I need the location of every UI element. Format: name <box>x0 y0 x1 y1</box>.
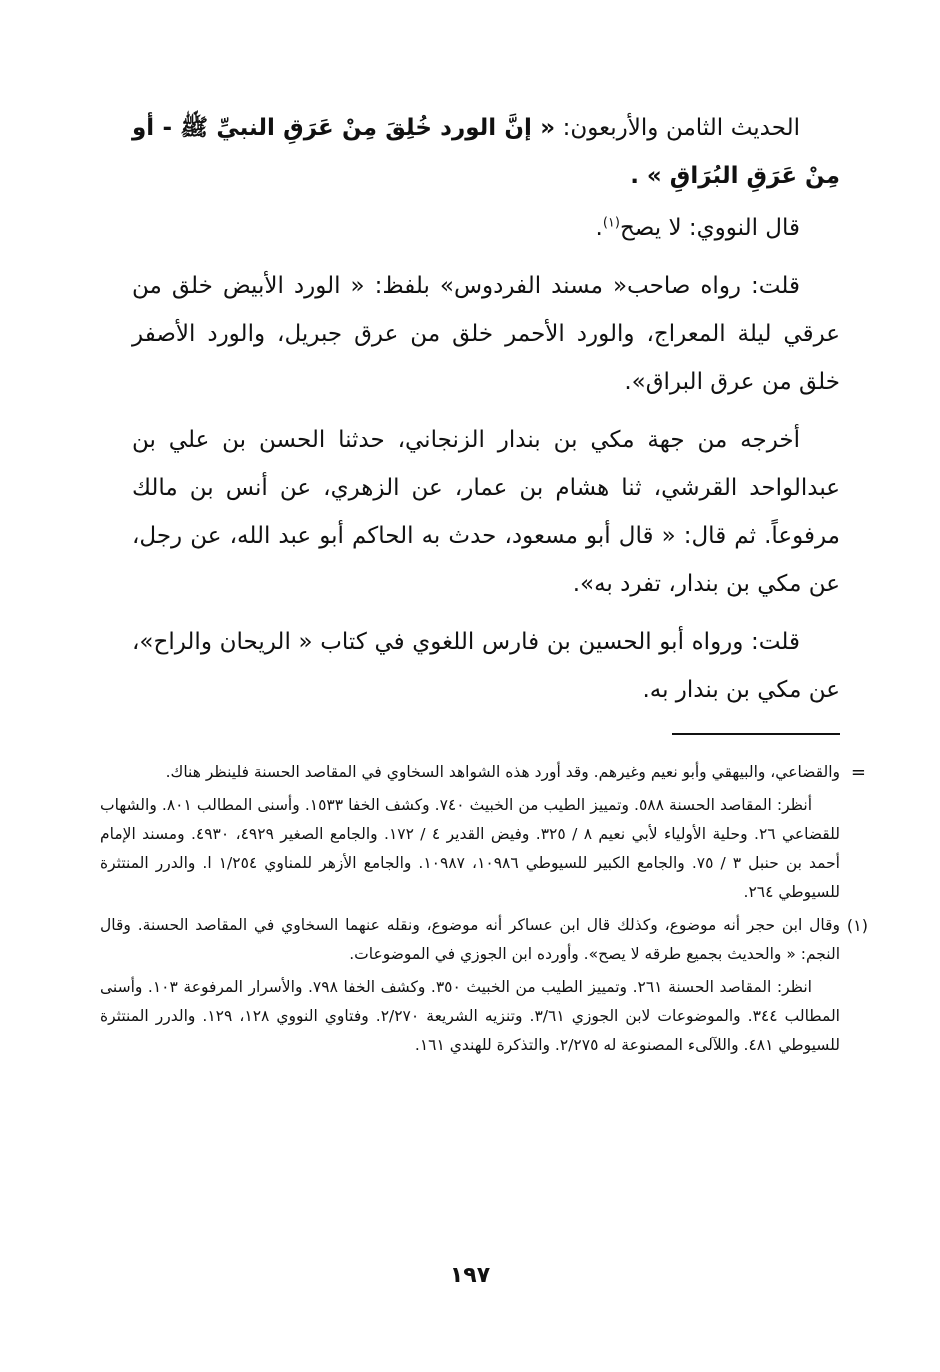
nawawi-paragraph <box>132 204 840 252</box>
continuation-text: والقضاعي، والبيهقي وأبو نعيم وغيرهم. وقد أورد هذه الشواهد السخاوي في المقاصد الحسنة فلينظر هناك. <box>165 763 840 781</box>
footnote-continuation-sources <box>100 791 840 907</box>
paragraph-qultu-1 <box>132 262 840 406</box>
footnote-1-marker: (١) <box>846 916 868 935</box>
main-text <box>132 104 840 724</box>
page-number: ١٩٧ <box>449 1263 491 1288</box>
footnotes <box>100 758 868 1064</box>
hadith-paragraph <box>132 104 840 200</box>
nawawi-saying: قال النووي: لا يصح <box>619 215 800 241</box>
paragraph-qultu-2-text: قلت: ورواه أبو الحسين بن فارس اللغوي في كتاب « الريحان والراح»، عن مكي بن بندار به. <box>132 629 840 703</box>
paragraph-qultu-1-text: قلت: رواه صاحب« مسند الفردوس» بلفظ: « الورد الأبيض خلق من عرقي ليلة المعراج، والورد الأحمر خلق من عرق جبريل، والورد الأصفر خلق من عرق البراق». <box>132 273 840 395</box>
continuation-marker: = <box>850 762 866 783</box>
footnote-1-text: وقال ابن حجر أنه موضوع، وكذلك قال ابن عساكر أنه موضوع، ونقله عنهما السخاوي في المقاصد الحسنة. وقال النجم: « والحديث بجميع طرقه لا يصح». وأورده ابن الجوزي في الموضوعات. <box>100 916 840 963</box>
hadith-text: « إنَّ الورد خُلِقَ مِنْ عَرَقِ النبيِّ ﷺ - أو مِنْ عَرَقِ البُرَاقِ » . <box>132 115 840 189</box>
paragraph-qultu-2 <box>132 618 840 714</box>
footnote-1-sources-text: انظر: المقاصد الحسنة ٢٦١. وتمييز الطيب من الخبيث ٣٥٠. وكشف الخفا ٧٩٨. والأسرار المرفوعة ١٠٣. وأسنى المطالب ٣٤٤. والموضوعات لابن الجوزي ٣/٦١. وتنزيه الشريعة ٢/٢٧٠. وفتاوي النووي ١٢٨، ١٢٩. والدرر المنتثرة للسيوطي ٤٨١. واللآلىء المصنوعة له ٢/٢٧٥. والتذكرة للهندي ١٦١. <box>100 978 840 1054</box>
paragraph-akhrajahu <box>132 416 840 608</box>
footnote-1 <box>100 911 868 969</box>
footnote-1-sources <box>100 973 840 1060</box>
footnote-continuation <box>100 758 866 787</box>
continuation-sources-text: أنظر: المقاصد الحسنة ٥٨٨. وتمييز الطيب من الخبيث ٧٤٠. وكشف الخفا ١٥٣٣. وأسنى المطالب ٨٠١. والشهاب للقضاعي ٢٦. وحلية الأولياء لأبي نعيم ٨ / ٣٢٥. وفيض القدير ٤ / ١٧٢. والجامع الصغير ٤٩٢٩، ٤٩٣٠. ومسند الإمام أحمد بن حنبل ٣ / ٧٥. والجامع الكبير للسيوطي ١٠٩٨٦، ١٠٩٨٧. والجامع الأزهر للمناوي ١/٢٥٤ ا. والدرر المنتثرة للسيوطي ٢٦٤. <box>100 796 840 901</box>
nawawi-end: . <box>595 215 603 241</box>
footnote-ref-1[interactable]: (١) <box>602 215 620 231</box>
hadith-heading: الحديث الثامن والأربعون: <box>562 115 801 141</box>
footnote-divider <box>672 733 840 735</box>
paragraph-akhrajahu-text: أخرجه من جهة مكي بن بندار الزنجاني، حدثنا الحسن بن علي بن عبدالواحد القرشي، ثنا هشام بن عمار، عن الزهري، عن أنس بن مالك مرفوعاً. ثم قال: « قال أبو مسعود، حدث به الحاكم أبو عبد الله، عن رجل، عن مكي بن بندار، تفرد به». <box>132 427 840 597</box>
